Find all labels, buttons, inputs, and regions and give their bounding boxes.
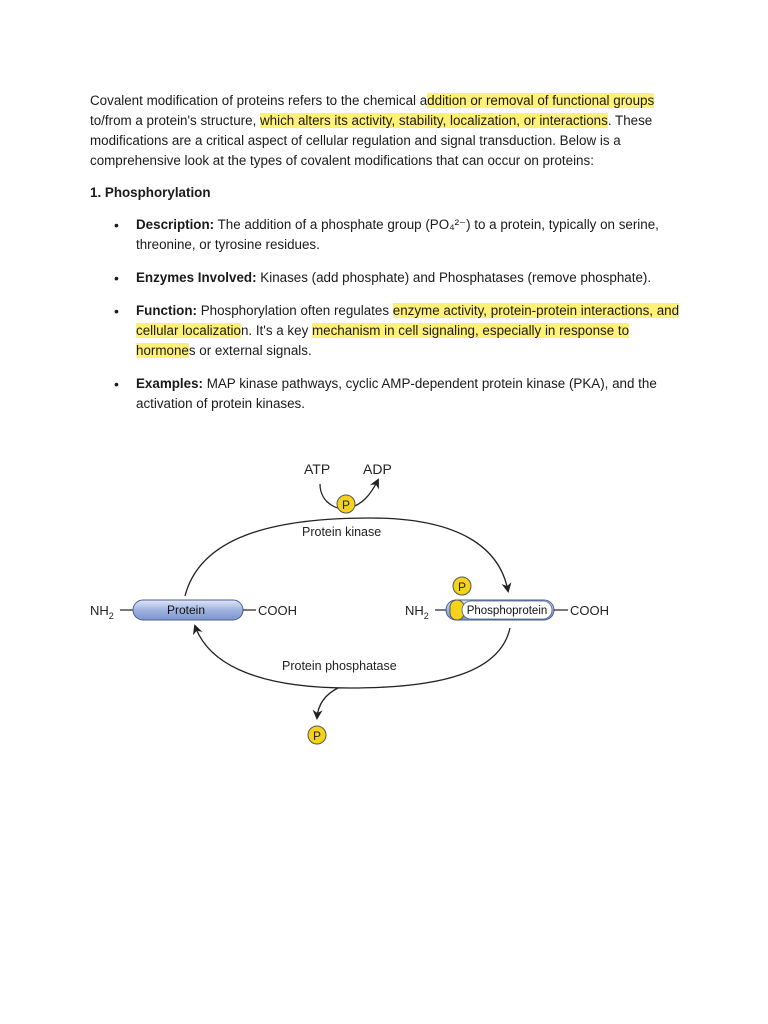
bullet-label: Examples: [136,376,203,391]
bullet-label: Enzymes Involved: [136,270,257,285]
intro-highlight-2: which alters its activity, stability, localization, or interactions [260,113,608,128]
phosphate-label: P [457,580,467,594]
bullet-enzymes [90,268,690,288]
phosphate-label: P [341,498,351,512]
document-body [90,91,690,427]
bullet-highlight-1: enzyme activity, protein-protein interactions, and cellular localizatio [136,303,680,338]
phosphate-label: P [312,729,322,743]
bullet-examples [90,374,690,414]
intro-text-3: . These modifications are a critical aspect of cellular regulation and signal transduction. Below is a comprehensive look at the types of covalent modifications that can occur on proteins: [90,113,653,168]
bullet-function [90,301,690,361]
bullet-text: s or external signals. [188,343,312,358]
cooh-right: COOH [570,603,609,618]
bullet-text: Phosphorylation often regulates [196,303,393,318]
bullet-text: Kinases (add phosphate) and Phosphatases (remove phosphate). [256,270,652,285]
atp-label: ATP [304,461,331,477]
adp-label: ADP [363,461,392,477]
bullet-label: Function: [136,303,197,318]
bullet-text: The addition of a phosphate group (PO₄²⁻) to a protein, typically on serine, threonine, or tyrosine residues. [136,217,659,252]
kinase-label: Protein kinase [302,525,382,539]
nh2-right: $NH_2$ [405,603,429,621]
phosphatase-label: Protein phosphatase [282,659,397,673]
bullet-highlight-2: mechanism in cell signaling, especially in response to hormone [136,323,630,358]
protein-label: Protein [166,603,206,617]
nh2-left: $NH_2$ [90,603,114,621]
phosphate-release-arrow [317,688,338,718]
section-heading-phosphorylation: 1. Phosphorylation [90,185,211,200]
phosphatase-arc [195,626,510,688]
bullet-description [90,215,690,255]
phosphorylation-cycle-diagram [80,448,640,758]
phosphorylation-bullet-list [90,215,690,414]
intro-highlight-1: ddition or removal of functional groups [427,93,655,108]
intro-text-1: Covalent modification of proteins refers to the chemical a [90,93,428,108]
bullet-text: MAP kinase pathways, cyclic AMP-dependent protein kinase (PKA), and the activation of protein kinases. [136,376,657,411]
intro-text-2: to/from a protein's structure, [90,113,261,128]
phosphoprotein-label: Phosphoprotein [466,605,548,617]
bullet-text: n. It's a key [240,323,312,338]
intro-paragraph [90,91,690,171]
bullet-label: Description: [136,217,215,232]
cooh-left: COOH [258,603,297,618]
